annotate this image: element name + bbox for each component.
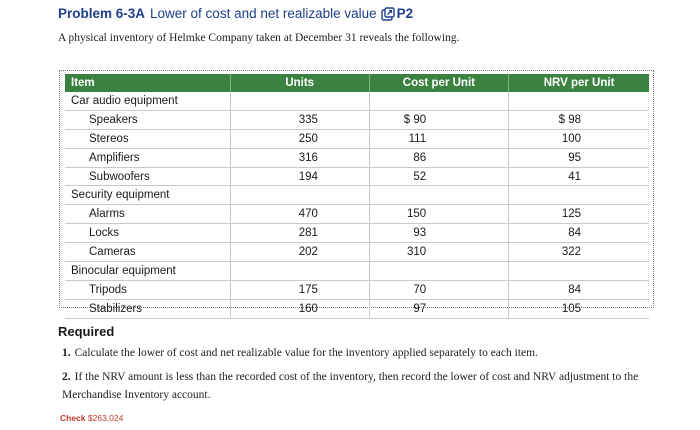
nrv-cell [509, 186, 649, 205]
item-cell: Binocular equipment [65, 262, 230, 281]
nrv-cell [509, 262, 649, 281]
cost-cell: $ 90 [369, 110, 508, 129]
nrv-cell: $ 98 [509, 110, 649, 129]
table-row [65, 299, 649, 318]
required-item-2 [62, 368, 662, 404]
item-cell: Security equipment [65, 186, 230, 205]
cost-cell: 150 [369, 205, 508, 224]
inventory-table-frame [59, 70, 654, 315]
item-cell: Alarms [65, 205, 230, 224]
table-body [65, 92, 649, 318]
nrv-cell: 125 [509, 205, 649, 224]
item-cell: Car audio equipment [65, 92, 230, 110]
intro-text: A physical inventory of Helmke Company taken at December 31 reveals the following. [58, 32, 460, 44]
table-row [65, 262, 649, 281]
nrv-cell: 84 [509, 224, 649, 243]
units-cell: 202 [230, 243, 369, 262]
required-item-number: 1. [62, 347, 71, 359]
units-cell [230, 262, 369, 281]
problem-title-text: Lower of cost and net realizable value [150, 6, 377, 21]
item-cell: Subwoofers [65, 167, 230, 186]
nrv-cell: 105 [509, 299, 649, 318]
nrv-cell: 322 [509, 243, 649, 262]
required-item-text: If the NRV amount is less than the recorded cost of the inventory, then record the lower of cost and NRV adjustment to the Merchandise Inventory account. [62, 371, 639, 401]
check-value: $263,024 [87, 413, 124, 423]
table-header-row [65, 74, 649, 92]
units-cell: 160 [230, 299, 369, 318]
units-cell: 194 [230, 167, 369, 186]
nrv-cell: 95 [509, 148, 649, 167]
cost-cell: 70 [369, 280, 508, 299]
nrv-cell [509, 92, 649, 110]
cost-cell: 93 [369, 224, 508, 243]
required-item-number: 2. [62, 371, 71, 383]
cost-cell: 86 [369, 148, 508, 167]
units-cell: 250 [230, 129, 369, 148]
cost-cell [369, 186, 508, 205]
nrv-cell: 84 [509, 280, 649, 299]
table-row [65, 224, 649, 243]
problem-number: Problem 6-3A [58, 6, 146, 21]
table-row [65, 148, 649, 167]
item-cell: Amplifiers [65, 148, 230, 167]
table-row [65, 92, 649, 110]
cost-cell: 97 [369, 299, 508, 318]
required-item-1 [62, 347, 538, 359]
table-row [65, 129, 649, 148]
table-row [65, 167, 649, 186]
units-cell: 470 [230, 205, 369, 224]
units-cell: 175 [230, 280, 369, 299]
item-cell: Locks [65, 224, 230, 243]
units-cell [230, 92, 369, 110]
table-row [65, 205, 649, 224]
cost-cell: 111 [369, 129, 508, 148]
cost-cell: 310 [369, 243, 508, 262]
table-row [65, 280, 649, 299]
nrv-cell: 100 [509, 129, 649, 148]
cost-cell: 52 [369, 167, 508, 186]
problem-title [58, 6, 413, 21]
header-cost: Cost per Unit [369, 74, 508, 92]
cost-cell [369, 92, 508, 110]
header-units: Units [230, 74, 369, 92]
units-cell [230, 186, 369, 205]
check-figure [60, 413, 123, 423]
check-label: Check [60, 413, 86, 423]
item-cell: Cameras [65, 243, 230, 262]
item-cell: Stereos [65, 129, 230, 148]
table-row [65, 243, 649, 262]
learning-objective-tag: P2 [396, 6, 414, 21]
item-cell: Speakers [65, 110, 230, 129]
units-cell: 316 [230, 148, 369, 167]
cost-cell [369, 262, 508, 281]
inventory-table [65, 74, 649, 319]
item-cell: Tripods [65, 280, 230, 299]
units-cell: 281 [230, 224, 369, 243]
item-cell: Stabilizers [65, 299, 230, 318]
required-heading: Required [58, 324, 115, 339]
header-nrv: NRV per Unit [509, 74, 649, 92]
external-link-icon[interactable] [381, 7, 395, 21]
nrv-cell: 41 [509, 167, 649, 186]
required-item-text: Calculate the lower of cost and net realizable value for the inventory applied separately to each item. [74, 347, 538, 359]
header-item: Item [65, 74, 230, 92]
units-cell: 335 [230, 110, 369, 129]
table-row [65, 110, 649, 129]
table-row [65, 186, 649, 205]
